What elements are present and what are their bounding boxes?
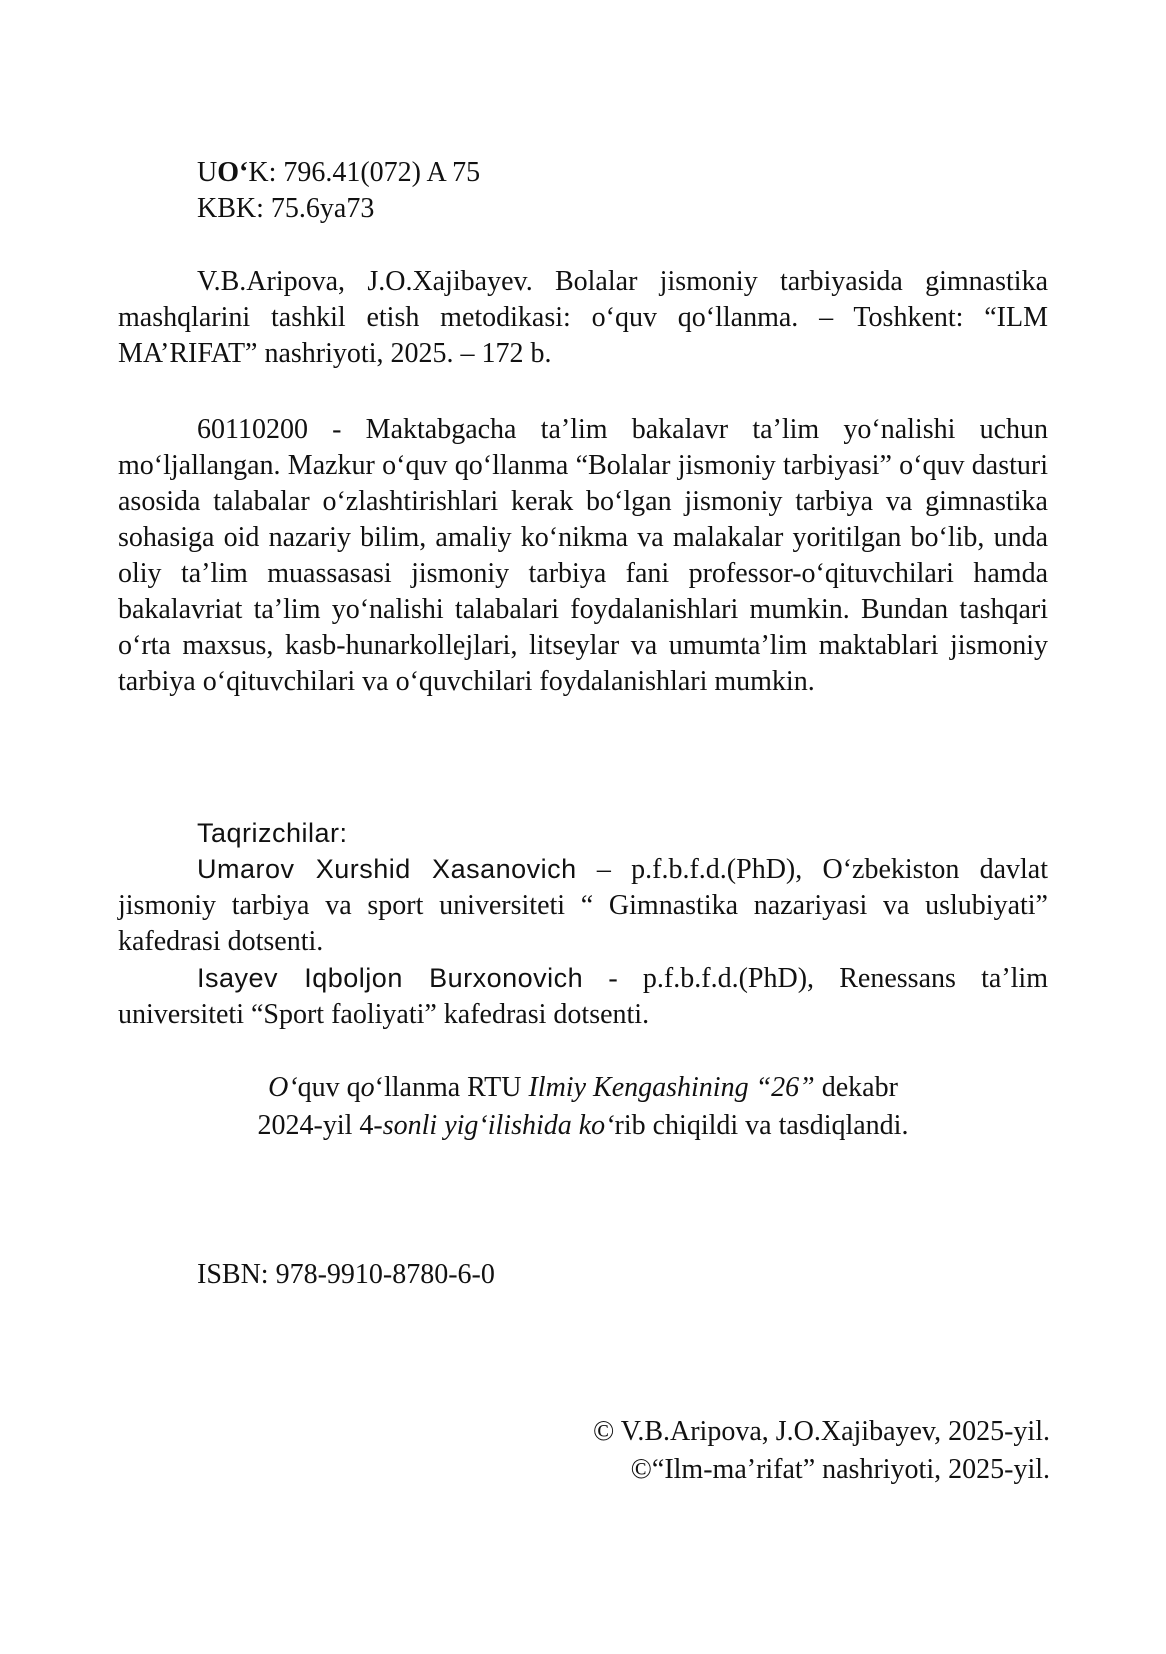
reviewer-details: - p.f.b.f.d.(PhD), Renessans ta’lim universiteti “Sport faoliyati” kafedrasi dotsenti. [118,963,1048,1030]
reviewer-details: – p.f.b.f.d.(PhD), O‘zbekiston davlat jismoniy tarbiya va sport universiteti “ Gimnastika nazariyasi va uslubiyati” kafedrasi dotsenti. [118,854,1049,957]
bbk-code: KBK: 75.6ya73 [197,193,375,224]
annotation [118,412,1048,700]
reviewer-1 [118,851,1048,960]
bibliographic-citation [118,264,1048,372]
udc-code: UO‘K: 796.41(072) A 75 [197,157,481,188]
annotation-text: 60110200 - Maktabgacha ta’lim bakalavr ta’lim yo‘nalishi uchun mo‘ljallangan. Mazkur o‘quv qo‘llanma “Bolalar jismoniy tarbiyasi” o‘quv dasturi asosida talabalar o‘zlashtirishlari kerak bo‘lgan jismoniy tarbiya va gimnastika sohasiga oid nazariy bilim, amaliy ko‘nikma va malakalar yoritilgan bo‘lib, unda oliy ta’lim muassasasi jismoniy tarbiya fani professor-o‘qituvchilari hamda bakalavriat ta’lim yo‘nalishi talabalari foydalanishlari mumkin. Bundan tashqari o‘rta maxsus, kasb-hunarkollejlari, litseylar va umumta’lim maktablari jismoniy tarbiya o‘qituvchilari va o‘quvchilari foydalanishlari mumkin. [118,414,1048,697]
isbn: ISBN: 978-9910-8780-6-0 [197,1259,495,1290]
copyright-publisher: ©“Ilm-ma’rifat” nashriyoti, 2025-yil. [630,1454,1050,1485]
approval-line-2: 2024-yil 4-sonli yig‘ilishida ko‘rib chiqildi va tasdiqlandi. [257,1110,909,1141]
reviewer-2 [118,960,1048,1033]
classification-codes [197,155,697,227]
citation-text: V.B.Aripova, J.O.Xajibayev. Bolalar jismoniy tarbiyasida gimnastika mashqlarini tashkil etish metodikasi: o‘quv qo‘llanma. – Toshkent: “ILM MA’RIFAT” nashriyoti, 2025. – 172 b. [118,266,1048,369]
approval-line-1: O‘quv qo‘llanma RTU Ilmiy Kengashining “26” dekabr [268,1072,898,1103]
reviewer-name: Umarov Xurshid Xasanovich [197,854,577,884]
copyright-authors: © V.B.Aripova, J.O.Xajibayev, 2025-yil. [592,1416,1050,1447]
copyright-notice [593,1414,1050,1490]
reviewers-label: Taqrizchilar: [197,818,348,848]
reviewers-section [118,815,1048,1033]
reviewer-name: Isayev Iqboljon Burxonovich [197,963,584,993]
approval-note [118,1070,1048,1146]
